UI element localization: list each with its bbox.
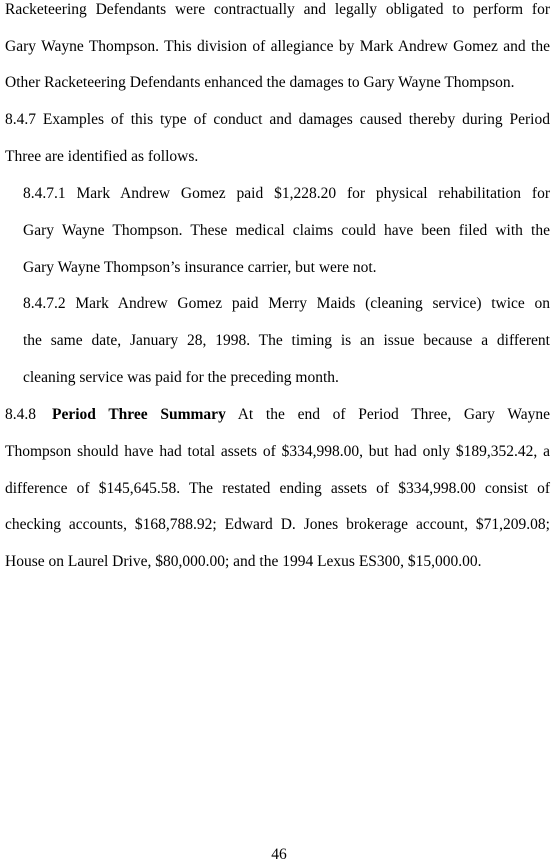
page-number: 46	[271, 846, 287, 863]
paragraph-8-4-7-1-line-1: 8.4.7.1 Mark Andrew Gomez paid $1,228.20 for physical rehabilitation for	[23, 185, 550, 202]
paragraph-8-4-7-2-line-2: the same date, January 28, 1998. The timing is an issue because a different	[23, 332, 550, 349]
paragraph-8-4-7-1-line-3: Gary Wayne Thompson’s insurance carrier, but were not.	[23, 259, 377, 276]
paragraph-8-4-7-2-line-1: 8.4.7.2 Mark Andrew Gomez paid Merry Maids (cleaning service) twice on	[23, 295, 550, 312]
paragraph-8-4-8-line-4: checking accounts, $168,788.92; Edward D. Jones brokerage account, $71,209.08;	[5, 516, 550, 533]
paragraph-8-4-8-line-2: Thompson should have had total assets of $334,998.00, but had only $189,352.42, a	[5, 443, 550, 460]
section-number: 8.4.8	[5, 406, 36, 423]
paragraph-8-4-8-line-1	[5, 405, 550, 425]
paragraph-8-4-8-line-5: House on Laurel Drive, $80,000.00; and the 1994 Lexus ES300, $15,000.00.	[5, 553, 482, 570]
paragraph-8-4-7-line-2: Three are identified as follows.	[5, 148, 199, 165]
paragraph-8-4-7-line-1: 8.4.7 Examples of this type of conduct and damages caused thereby during Period	[5, 111, 550, 128]
paragraph-8-4-8-line-3: difference of $145,645.58. The restated ending assets of $334,998.00 consist of	[5, 480, 550, 497]
section-heading: Period Three Summary	[52, 406, 226, 423]
text-line-3: Other Racketeering Defendants enhanced the damages to Gary Wayne Thompson.	[5, 74, 515, 91]
section-first-line-text: At the end of Period Three, Gary Wayne	[237, 406, 550, 423]
paragraph-8-4-7-2-line-3: cleaning service was paid for the preceding month.	[23, 369, 339, 386]
text-line-2: Gary Wayne Thompson. This division of allegiance by Mark Andrew Gomez and the	[5, 38, 550, 55]
paragraph-8-4-7-1-line-2: Gary Wayne Thompson. These medical claims could have been filed with the	[23, 222, 550, 239]
text-line-1: Racketeering Defendants were contractually and legally obligated to perform for	[5, 1, 550, 18]
